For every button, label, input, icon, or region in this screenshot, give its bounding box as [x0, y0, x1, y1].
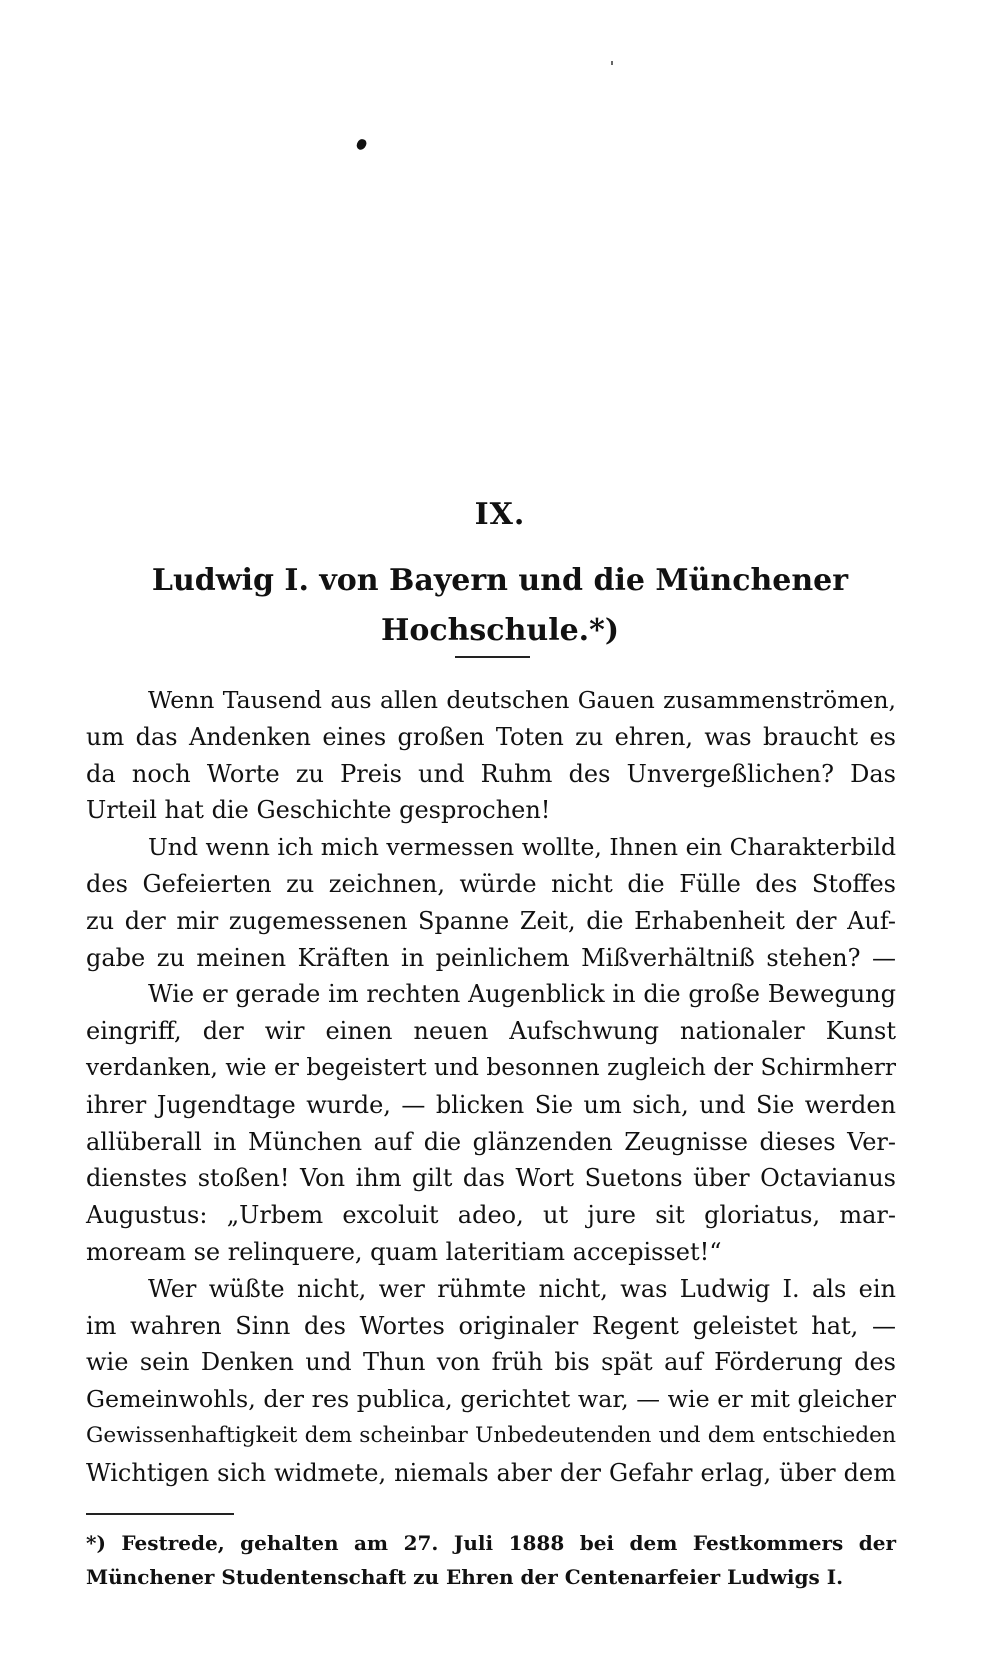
text-line: zu der mir zugemessenen Spanne Zeit, die Erhabenheit der Auf- — [86, 906, 896, 935]
text-line: im wahren Sinn des Wortes originaler Regent geleistet hat, — — [86, 1311, 896, 1340]
text-line: Wie er gerade im rechten Augenblick in die große Bewegung — [148, 980, 896, 1009]
title-divider — [455, 656, 530, 658]
footnote-line-1: *) Festrede, gehalten am 27. Juli 1888 bei dem Festkommers der — [86, 1531, 896, 1555]
body-text — [86, 682, 896, 1492]
text-line: des Gefeierten zu zeichnen, würde nicht die Fülle des Stoffes — [86, 869, 896, 898]
text-line: Gewissenhaftigkeit dem scheinbar Unbedeutenden und dem entschieden — [86, 1422, 896, 1448]
text-line: Und wenn ich mich vermessen wollte, Ihnen ein Charakterbild — [148, 833, 896, 862]
text-line: verdanken, wie er begeistert und besonnen zugleich der Schirmherr — [86, 1053, 896, 1081]
text-line: dienstes stoßen! Von ihm gilt das Wort Suetons über Octavianus — [86, 1164, 896, 1193]
text-line: allüberall in München auf die glänzenden Zeugnisse dieses Ver- — [86, 1127, 896, 1156]
text-line: gabe zu meinen Kräften in peinlichem Mißverhältniß stehen? — — [86, 943, 896, 972]
chapter-title — [90, 556, 910, 656]
text-line: Wichtigen sich widmete, niemals aber der Gefahr erlag, über dem — [86, 1458, 896, 1487]
footnote-divider — [86, 1513, 234, 1515]
footnote-line-2: Münchener Studentenschaft zu Ehren der Centenarfeier Ludwigs I. — [86, 1565, 844, 1589]
text-line: moream se relinquere, quam lateritiam accepisset!“ — [86, 1237, 722, 1266]
text-line: Augustus: „Urbem excoluit adeo, ut jure sit gloriatus, mar- — [86, 1201, 896, 1230]
ink-speck — [355, 138, 367, 151]
text-line: wie sein Denken und Thun von früh bis spät auf Förderung des — [86, 1348, 896, 1377]
text-line: Wer wüßte nicht, wer rühmte nicht, was Ludwig I. als ein — [148, 1274, 896, 1303]
ink-speck-small — [611, 61, 613, 65]
text-line: ihrer Jugendtage wurde, — blicken Sie um sich, und Sie werden — [86, 1090, 896, 1119]
footnote — [86, 1526, 896, 1594]
chapter-title-line-2: Hochschule.*) — [380, 613, 620, 648]
text-line: eingriff, der wir einen neuen Aufschwung nationaler Kunst — [86, 1017, 896, 1046]
chapter-number: IX. — [474, 497, 526, 532]
text-line: um das Andenken eines großen Toten zu ehren, was braucht es — [86, 722, 896, 751]
text-line: Gemeinwohls, der res publica, gerichtet war, — wie er mit gleicher — [86, 1385, 896, 1414]
text-line: Urteil hat die Geschichte gesprochen! — [86, 796, 551, 825]
text-line: da noch Worte zu Preis und Ruhm des Unvergeßlichen? Das — [86, 759, 896, 788]
chapter-title-line-1: Ludwig I. von Bayern und die Münchener — [151, 563, 849, 598]
text-line: Wenn Tausend aus allen deutschen Gauen zusammenströmen, — [148, 686, 896, 714]
